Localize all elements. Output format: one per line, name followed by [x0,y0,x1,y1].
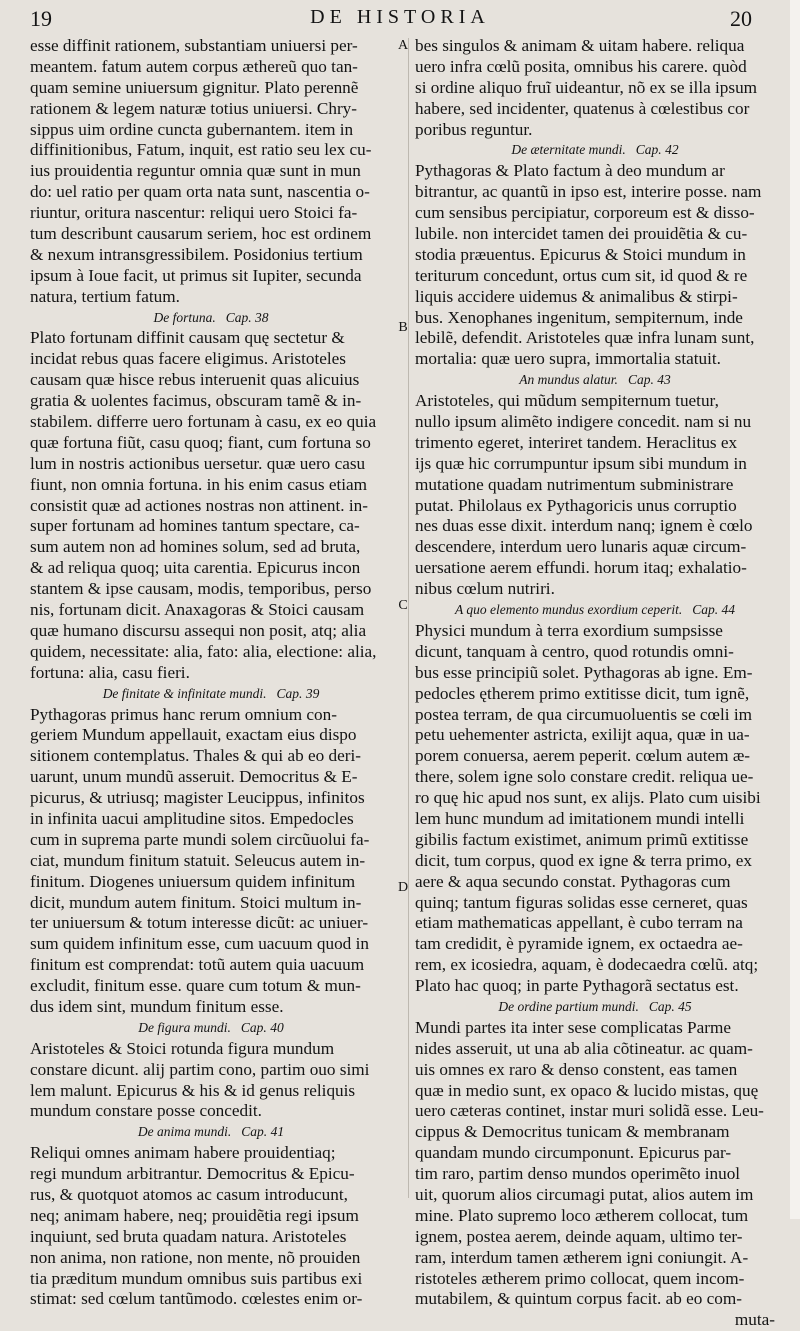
text-line: Aristoteles, qui mũdum sempiternum tuetur, [415,391,719,411]
text-line: lubile. non intercidet tamen dei prouidẽtia & cu- [415,224,748,244]
text-line: natura, tertium fatum. [30,286,180,306]
column-divider [408,38,409,1198]
catchword: muta- [734,1310,775,1330]
text-line: liquis accidere uidemus & animalibus & stirpi- [415,286,738,306]
chapter-number-value: 44 [721,602,735,618]
text-line: Plato hac quoq; in parte Pythagorã sectatus est. [415,976,739,996]
text-line: super fortunam ad homines tantum spectare, ca- [30,516,360,536]
text-line: rus, & quotquot atomos ac casum introducunt, [30,1184,348,1204]
text-line: lum in nostris actionibus uersetur. quæ uero casu [30,453,366,473]
chapter-heading [30,308,392,329]
chapter-heading [30,1018,392,1039]
chapter-title: De figura mundi. [138,1019,231,1035]
chapter-number-value: 43 [657,372,671,388]
text-line: in infinita uacui amplitudine sitos. Empedocles [30,808,354,828]
text-line: incidat rebus quas facere eligimus. Aristoteles [30,349,346,369]
chapter-number-value: 40 [270,1019,284,1035]
chapter-heading [30,1122,392,1143]
chapter-heading [415,600,775,621]
chapter-number: Cap. 38 [225,309,269,325]
right-text-column [415,36,775,1331]
text-line: Mundi partes ita inter sese complicatas Parme [415,1017,731,1037]
chapter-heading [415,140,775,161]
text-line: ristoteles ætherem primo collocat, quem incom- [415,1268,745,1288]
text-line: teriturum concedunt, ortus cum sit, id quod & re [415,265,748,285]
left-text-column [30,36,392,1310]
margin-letter-b: B [398,320,408,335]
page-edge [790,0,800,1219]
text-line: tum describunt causarum seriem, hoc est ordinem [30,224,372,244]
text-line: ram, interdum tamen ætherem igni coniungit. A- [415,1247,749,1267]
text-line: ignem, postea aerem, deinde aquam, ultimo ter- [415,1226,743,1246]
text-line: Reliqui omnes animam habere prouidentiaq; [30,1143,336,1163]
margin-letter-d: D [397,880,409,895]
text-line: consistit quæ ad actiones nostras non attinent. in- [30,495,368,515]
chapter-title: De ordine partium mundi. [498,998,639,1014]
text-line: habere, sed incidenter, quatenus à cœlestibus cor [415,98,750,118]
margin-letter-a: A [397,38,409,53]
text-line: uersatione aerem effundi. horum itaq; exhalatio- [415,558,747,578]
text-line: meantem. fatum autem corpus æthereũ quo tan- [30,56,358,76]
chapter-heading [415,370,775,391]
text-line: stantem & ipse causam, modis, temporibus, perso [30,579,372,599]
text-line: aere & aqua secundo constat. Pythagoras cum [415,871,731,891]
text-line: dicunt, tanquam à centro, quod rotundis omni- [415,641,734,661]
text-line: uarunt, unum mundũ asseruit. Democritus & E- [30,767,358,787]
chapter-title: De æternitate mundi. [511,142,626,158]
text-line: quam semine uniuersum gignitur. Plato perennẽ [30,77,359,97]
text-line: diffinitionibus, Fatum, inquit, est ratio seu lex cu- [30,140,372,160]
text-line: quinq; tantum figuras solidas esse cerneret, quas [415,892,748,912]
page-number-right: 20 [730,6,752,31]
text-line: cum in suprema parte mundi solem circũuolui fa- [30,829,370,849]
chapter-number-value: 42 [665,142,679,158]
text-line: uero cæteras continet, instar muri solidã esse. Leu- [415,1101,764,1121]
text-line: non anima, non ratione, non mente, nõ prouiden [30,1247,361,1267]
text-line: nis, fortunam dicit. Anaxagoras & Stoici causam [30,600,365,620]
text-line: rationem & legem naturæ totius uniuersi. Chry- [30,98,357,118]
text-line: petu uehementer astricta, exilijt aqua, quæ in ua- [415,725,750,745]
text-line: ciat, mundum finitum statuit. Seleucus autem in- [30,850,366,870]
chapter-heading [30,684,392,705]
margin-letter-c: C [398,598,408,613]
text-line: uis omnes ex raro & denso constent, eas tamen [415,1059,738,1079]
text-line: nes duas esse dixit. interdum nanq; ignem è cœlo [415,516,753,536]
text-line: stabilem. differre uero fortunam à casu, ex eo quia [30,412,377,432]
chapter-number-value: 39 [305,685,320,701]
text-line: porem conuersa, aerem peperit. cœlum autem æ- [415,746,751,766]
text-line: tia præditum mundum omnibus suis partibus exi [30,1268,363,1288]
chapter-number: Cap. 39 [276,685,320,701]
chapter-number-value: 38 [255,309,269,325]
running-header [0,4,800,40]
text-line: sum quidem infinitum esse, cum uacuum quod in [30,934,369,954]
text-line: quandam mundo circumponunt. Epicurus par- [415,1143,732,1163]
text-line: inquiunt, sed bruta quadam natura. Aristoteles [30,1226,347,1246]
text-line: gibilis factum existimet, animum primũ extitisse [415,829,749,849]
chapter-heading [415,997,775,1018]
chapter-number: Cap. 44 [692,602,735,618]
text-line: sum autem non ad homines solum, sed ad bruta, [30,537,361,557]
text-line: sitionem contemplatus. Thales & qui ab eo deri- [30,746,361,766]
text-line: uero infra cœlũ posita, omnibus his carere. quòd [415,56,747,76]
chapter-title: De anima mundi. [137,1124,232,1140]
text-line: bes singulos & animam & uitam habere. reliqua [415,36,745,55]
text-line: excludit, finitum esse. quare cum totum & mun- [30,976,361,996]
text-line: lem malunt. Epicurus & his & id genus reliquis [30,1080,356,1100]
text-line: quæ humano discursu assequi non posit, atq; alia [30,620,367,640]
text-line: dus idem sint, mundum finitum esse. [30,996,284,1016]
text-line: finitum. Diogenes uniuersum quidem infinitum [30,871,356,891]
text-line: dicit, tum corpus, quod ex igne & terra primo, ex [415,850,752,870]
chapter-number: Cap. 43 [627,372,671,388]
text-line: lem hunc mundum ad imitationem mundi intelli [415,808,745,828]
text-line: Pythagoras primus hanc rerum omnium con- [30,704,337,724]
text-line: pedocles ętherem primo extitisse dicit, tum ignẽ, [415,683,750,703]
text-line: bus. Xenophanes ingenitum, sempiternum, inde [415,307,743,327]
text-line: regi mundum arbitrantur. Democritus & Epicu- [30,1164,355,1184]
text-line: & nexum intransgressibilem. Posidonius tertium [30,244,363,264]
text-line: ius prouidentia reguntur omnia quæ sunt in mun [30,161,361,181]
text-line: bus esse principiũ solet. Pythagoras ab igne. Em- [415,662,753,682]
text-line: trimento egeret, interiret tandem. Heraclitus ex [415,432,738,452]
text-line: quidem, necessitate: alia, fato: alia, electione: alia, [30,641,377,661]
text-line: esse diffinit rationem, substantiam uniuersi per- [30,36,358,55]
chapter-number-value: 45 [678,998,692,1014]
running-title: DE HISTORIA [310,6,490,28]
text-line: do: uel ratio per quam orta nata sunt, nascentia o- [30,182,370,202]
text-line: quæ fortuna fiũt, casu quoq; fiant, cum fortuna so [30,432,371,452]
text-line: dicit, mundum autem finitum. Stoici multum in- [30,892,362,912]
text-line: Plato fortunam diffinit causam quę sectetur & [30,328,345,348]
text-line: quæ in medio sunt, ex opaco & lucido mistas, quę [415,1080,759,1100]
text-line: ipsum à Ioue facit, ut primus sit Iupiter, secunda [30,265,362,285]
text-line: geriem Mundum appellauit, exactam eius dispo [30,725,357,745]
chapter-number: Cap. 40 [240,1019,284,1035]
text-line: constare dicunt. alij partim cono, partim ouo simi [30,1059,370,1079]
text-line: nibus cœlum nutriri. [415,579,555,599]
text-line: Aristoteles & Stoici rotunda figura mundum [30,1038,335,1058]
text-line: mutabilem, & quintum corpus facit. ab eo com- [415,1289,742,1309]
text-line: causam quæ hisce rebus interuenit quas alicuius [30,370,360,390]
text-line: stimat: sed cœlum tantũmodo. cœlestes enim or- [30,1289,363,1309]
text-line: finitum est comprendat: totũ autem quia uacuum [30,955,365,975]
text-line: putat. Philolaus ex Pythagoricis unus corruptio [415,495,737,515]
text-line: cum sensibus percipiatur, corporeum est & disso- [415,203,755,223]
text-line: bitrantur, ac quantũ in ipso est, interire posse. nam [415,182,762,202]
text-line: Physici mundum à terra exordium sumpsisse [415,620,723,640]
text-line: Pythagoras & Plato factum à deo mundum ar [415,161,725,181]
text-line: gratia & uolentes facimus, obscuram tamẽ & in- [30,391,362,411]
text-line: fortuna: alia, casu fieri. [30,662,190,682]
text-line: ro quę hic apud nos sunt, ex alijs. Plato cum uisibi [415,788,761,808]
text-line: picurus, & utriusq; magister Leucippus, infinitos [30,788,365,808]
text-line: ijs quæ hic corrumpuntur ipsum sibi mundum in [415,453,747,473]
text-line: sippus uim ordine cuncta gubernantem. item in [30,119,354,139]
text-line: si ordine aliquo fruĩ uideantur, nõ ex se illa ipsum [415,77,758,97]
text-line: mortalia: quæ uero supra, immortalia statuit. [415,349,721,369]
chapter-number-value: 41 [270,1124,285,1140]
chapter-number: Cap. 42 [635,142,679,158]
text-line: mundum constare posse concedit. [30,1101,262,1121]
text-line: cippus & Democritus tunicam & membranam [415,1122,730,1142]
text-line: mutatione quadam nutrimentum subministrare [415,474,734,494]
chapter-title: De fortuna. [153,309,216,325]
text-line: there, solem igne solo constare credit. reliqua ue- [415,767,754,787]
text-line: nullo ipsum alimẽto indigere concedit. nam si nu [415,412,752,432]
page-number-left: 19 [30,6,52,31]
chapter-title: An mundus alatur. [519,372,618,388]
text-line: stodia præuentus. Epicurus & Stoici mundum in [415,244,746,264]
chapter-title: A quo elemento mundus exordium ceperit. [455,602,683,618]
text-line: tim raro, partim denso mundos operimẽto inuol [415,1164,741,1184]
chapter-title: De finitate & infinitate mundi. [102,685,267,701]
text-line: lebilẽ, defendit. Aristoteles quæ infra lunam sunt, [415,328,755,348]
text-line: fiunt, non omnia fortuna. in his enim casus etiam [30,474,368,494]
chapter-number: Cap. 45 [648,998,692,1014]
text-line: & ad reliqua quoq; uita carentia. Epicurus incon [30,558,361,578]
text-line: poribus reguntur. [415,119,533,139]
text-line: etiam mathematicas appellant, è cubo terram na [415,913,743,933]
text-line: tam credidit, è pyramide ignem, ex octaedra ae- [415,934,743,954]
text-line: rem, ex icosiedra, aquam, è dodecaedra cœlũ. atq; [415,955,759,975]
text-line: uit, quorum alios circumagi putat, alios autem im [415,1184,754,1204]
text-line: neq; animam habere, neq; prouidẽtia regi ipsum [30,1205,359,1225]
text-line: riuntur, oritura nascentur: reliqui uero Stoici fa- [30,203,358,223]
chapter-number: Cap. 41 [241,1124,285,1140]
text-line: ter uniuersum & totum interesse dicũt: ac uniuer- [30,913,369,933]
text-line: descendere, interdum uero lunaris aquæ circum- [415,537,747,557]
text-line: mine. Plato supremo loco ætherem collocat, tum [415,1205,749,1225]
text-line: nides asseruit, ut una ab alia cõtineatur. ac quam- [415,1038,753,1058]
text-line: postea terram, de qua circumuoluentis se cœli im [415,704,752,724]
